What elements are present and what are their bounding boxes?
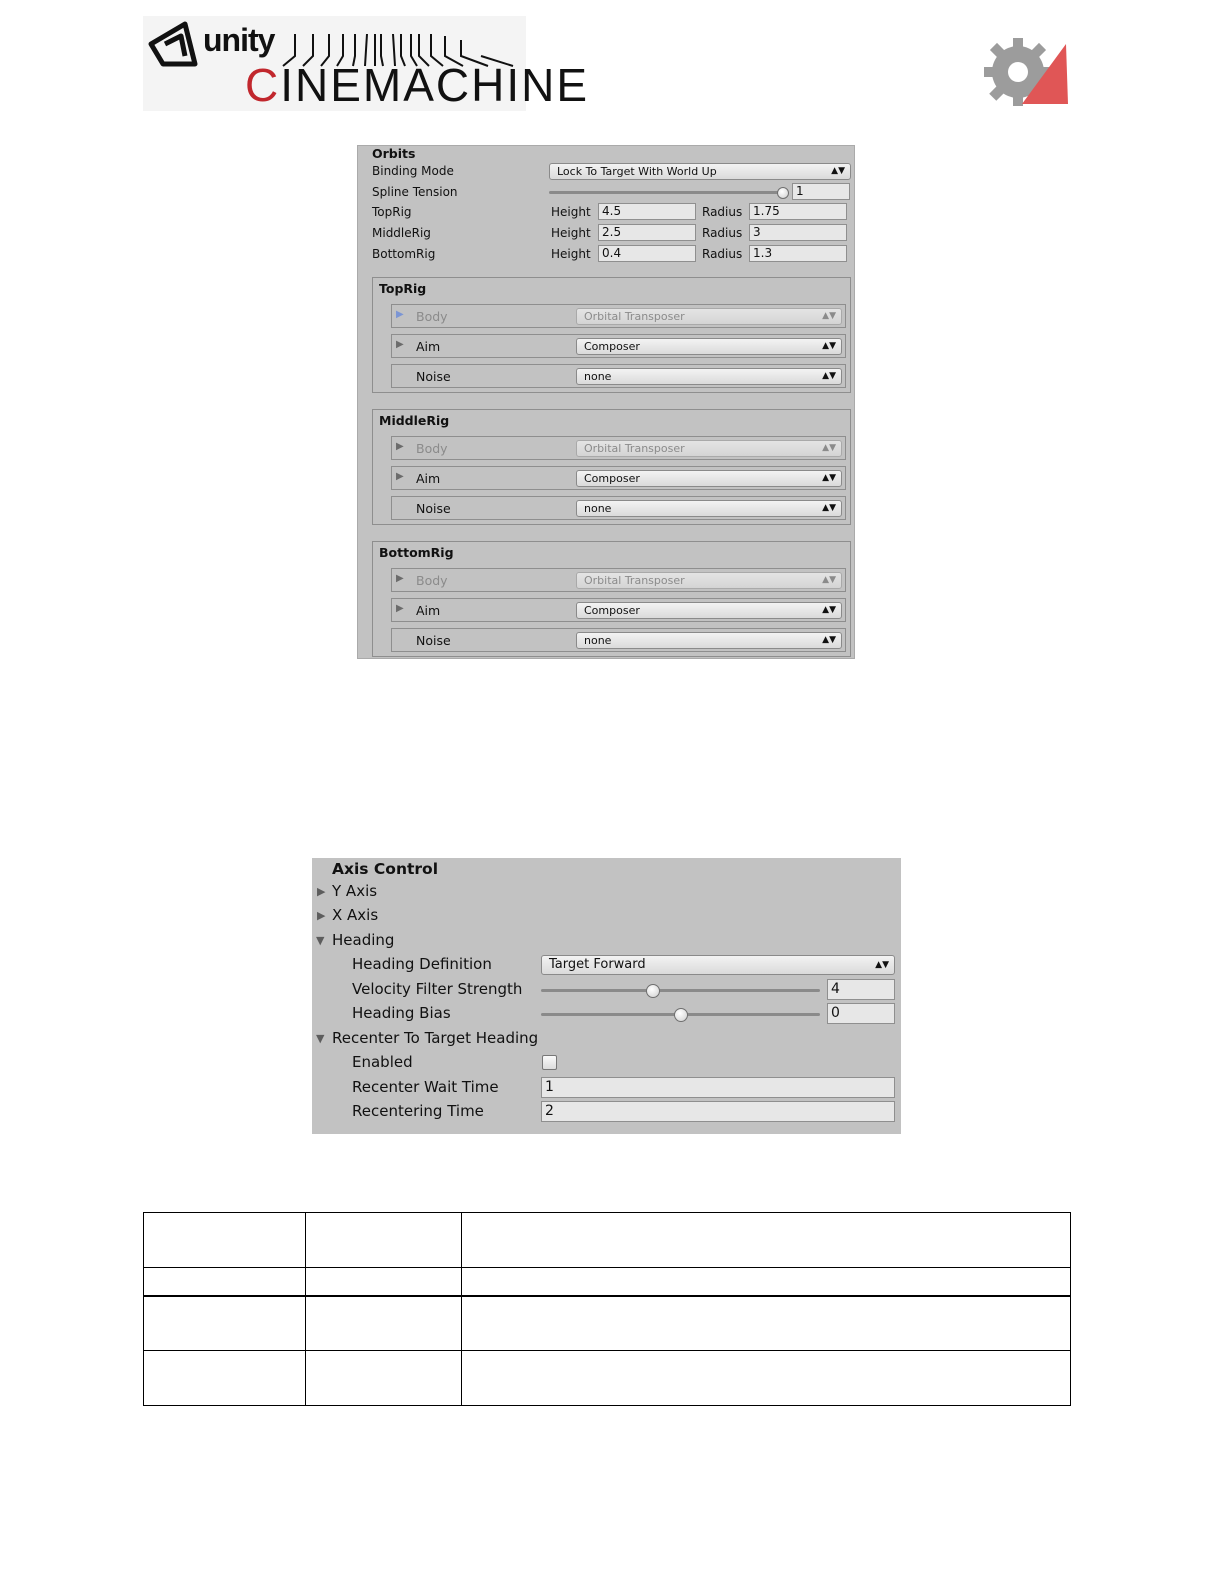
velocity-filter-slider-knob[interactable] xyxy=(646,984,660,998)
table-cell xyxy=(462,1268,1071,1297)
bottomrig-height-label: Height xyxy=(551,247,591,261)
toprig-body-value: Orbital Transposer xyxy=(584,310,685,323)
table-row xyxy=(144,1213,1071,1268)
spline-tension-field[interactable]: 1 xyxy=(792,183,850,200)
table-row xyxy=(144,1351,1071,1406)
toprig-aim-dropdown[interactable] xyxy=(576,338,842,355)
bottomrig-section xyxy=(372,541,851,657)
middlerig-aim-label: Aim xyxy=(416,471,441,486)
table-cell xyxy=(306,1213,462,1268)
bottomrig-aim-label: Aim xyxy=(416,603,441,618)
middlerig-aim-row[interactable] xyxy=(391,466,846,490)
toprig-radius-label: Radius xyxy=(702,205,743,219)
expand-arrow-icon[interactable]: ▶ xyxy=(396,471,404,482)
expand-arrow-icon[interactable]: ▶ xyxy=(396,441,404,452)
dropdown-arrow-icon: ▲▼ xyxy=(822,341,836,351)
middlerig-body-label: Body xyxy=(416,441,448,456)
toprig-height-label: Height xyxy=(551,205,591,219)
expand-arrow-icon[interactable]: ▶ xyxy=(396,339,404,350)
table-cell xyxy=(144,1213,306,1268)
bottomrig-noise-row xyxy=(391,628,846,652)
expand-arrow-icon[interactable]: ▶ xyxy=(396,603,404,614)
unity-wordmark: unity xyxy=(203,22,275,58)
unity-cinemachine-logo xyxy=(143,16,590,111)
velocity-filter-strength-field[interactable]: 4 xyxy=(827,979,895,1000)
middlerig-noise-dropdown[interactable] xyxy=(576,500,842,517)
dropdown-arrow-icon: ▲▼ xyxy=(822,575,836,585)
middlerig-noise-value: none xyxy=(584,502,612,515)
dropdown-arrow-icon: ▲▼ xyxy=(822,371,836,381)
recenter-wait-time-label: Recenter Wait Time xyxy=(352,1078,499,1096)
table-cell xyxy=(306,1268,462,1297)
axis-control-panel xyxy=(312,858,901,1134)
bottomrig-body-row[interactable] xyxy=(391,568,846,592)
toprig-noise-row xyxy=(391,364,846,388)
binding-mode-dropdown[interactable] xyxy=(549,163,851,180)
orbits-inspector-panel xyxy=(357,145,855,659)
dropdown-arrow-icon: ▲▼ xyxy=(822,635,836,645)
heading-collapse-icon[interactable]: ▼ xyxy=(316,934,325,947)
middlerig-radius-label: Radius xyxy=(702,226,743,240)
x-axis-expand-icon[interactable]: ▶ xyxy=(317,909,326,922)
recenter-wait-time-field[interactable]: 1 xyxy=(541,1077,895,1098)
middlerig-noise-row xyxy=(391,496,846,520)
enabled-checkbox[interactable] xyxy=(542,1055,557,1070)
toprig-body-label: Body xyxy=(416,309,448,324)
dropdown-arrow-icon: ▲▼ xyxy=(822,605,836,615)
bottomrig-label: BottomRig xyxy=(372,247,436,261)
dropdown-arrow-icon: ▲▼ xyxy=(822,503,836,513)
bottomrig-noise-label: Noise xyxy=(416,633,451,648)
middlerig-aim-dropdown[interactable] xyxy=(576,470,842,487)
heading-definition-value: Target Forward xyxy=(549,957,646,972)
middlerig-aim-value: Composer xyxy=(584,472,640,485)
middlerig-radius-field[interactable]: 3 xyxy=(749,224,847,241)
table-cell xyxy=(306,1351,462,1406)
spline-tension-slider-track[interactable] xyxy=(549,191,783,194)
middlerig-noise-label: Noise xyxy=(416,501,451,516)
y-axis-foldout[interactable]: Y Axis xyxy=(332,882,378,900)
dropdown-arrow-icon: ▲▼ xyxy=(822,311,836,321)
expand-arrow-icon[interactable]: ▶ xyxy=(396,309,404,320)
toprig-noise-value: none xyxy=(584,370,612,383)
middlerig-section-title: MiddleRig xyxy=(379,413,450,428)
velocity-filter-strength-label: Velocity Filter Strength xyxy=(352,980,523,998)
table-cell xyxy=(462,1213,1071,1268)
orbits-header: Orbits xyxy=(372,146,416,161)
axis-control-header: Axis Control xyxy=(332,860,439,878)
table-cell xyxy=(306,1296,462,1351)
toprig-height-field[interactable]: 4.5 xyxy=(598,203,696,220)
middlerig-section xyxy=(372,409,851,525)
binding-mode-value: Lock To Target With World Up xyxy=(557,165,717,178)
heading-bias-label: Heading Bias xyxy=(352,1004,451,1022)
toprig-aim-row[interactable] xyxy=(391,334,846,358)
heading-definition-label: Heading Definition xyxy=(352,955,492,973)
properties-table xyxy=(143,1212,1071,1406)
middlerig-height-label: Height xyxy=(551,226,591,240)
cinemachine-gear-camera-icon xyxy=(980,34,1070,110)
bottomrig-radius-label: Radius xyxy=(702,247,743,261)
y-axis-expand-icon[interactable]: ▶ xyxy=(317,885,326,898)
cinemachine-rest: INEMACHINE xyxy=(280,59,590,111)
middlerig-body-dropdown[interactable] xyxy=(576,440,842,457)
dropdown-arrow-icon: ▲▼ xyxy=(831,166,845,176)
toprig-aim-value: Composer xyxy=(584,340,640,353)
toprig-section-title: TopRig xyxy=(379,281,427,296)
table-cell xyxy=(144,1351,306,1406)
heading-bias-slider-knob[interactable] xyxy=(674,1008,688,1022)
toprig-section xyxy=(372,277,851,393)
toprig-noise-label: Noise xyxy=(416,369,451,384)
heading-definition-dropdown[interactable] xyxy=(541,955,895,975)
toprig-noise-dropdown[interactable] xyxy=(576,368,842,385)
bottomrig-aim-row[interactable] xyxy=(391,598,846,622)
bottomrig-aim-dropdown[interactable] xyxy=(576,602,842,619)
x-axis-foldout[interactable]: X Axis xyxy=(332,906,379,924)
bottomrig-radius-field[interactable]: 1.3 xyxy=(749,245,847,262)
table-cell xyxy=(144,1268,306,1297)
toprig-label: TopRig xyxy=(372,205,412,219)
middlerig-label: MiddleRig xyxy=(372,226,431,240)
heading-foldout[interactable]: Heading xyxy=(332,931,395,949)
cinemachine-c: C xyxy=(245,59,281,111)
bottomrig-body-label: Body xyxy=(416,573,448,588)
binding-mode-label: Binding Mode xyxy=(372,164,454,178)
expand-arrow-icon[interactable]: ▶ xyxy=(396,573,404,584)
middlerig-height-field[interactable]: 2.5 xyxy=(598,224,696,241)
bottomrig-aim-value: Composer xyxy=(584,604,640,617)
recenter-foldout[interactable]: Recenter To Target Heading xyxy=(332,1029,539,1047)
spline-tension-label: Spline Tension xyxy=(372,185,458,199)
bottomrig-body-dropdown[interactable] xyxy=(576,572,842,589)
toprig-body-row[interactable] xyxy=(391,304,846,328)
cinemachine-wordmark xyxy=(245,59,590,111)
bottomrig-noise-dropdown[interactable] xyxy=(576,632,842,649)
dropdown-arrow-icon: ▲▼ xyxy=(822,473,836,483)
table-row xyxy=(144,1268,1071,1297)
heading-bias-field[interactable]: 0 xyxy=(827,1003,895,1024)
bottomrig-height-field[interactable]: 0.4 xyxy=(598,245,696,262)
enabled-label: Enabled xyxy=(352,1053,413,1071)
recenter-collapse-icon[interactable]: ▼ xyxy=(316,1032,325,1045)
recentering-time-field[interactable]: 2 xyxy=(541,1101,895,1122)
middlerig-body-value: Orbital Transposer xyxy=(584,442,685,455)
toprig-radius-field[interactable]: 1.75 xyxy=(749,203,847,220)
bottomrig-body-value: Orbital Transposer xyxy=(584,574,685,587)
toprig-body-dropdown[interactable] xyxy=(576,308,842,325)
velocity-filter-slider-track[interactable] xyxy=(541,989,820,992)
toprig-aim-label: Aim xyxy=(416,339,441,354)
recentering-time-label: Recentering Time xyxy=(352,1102,484,1120)
table-cell xyxy=(144,1296,306,1351)
spline-tension-slider-knob[interactable] xyxy=(777,187,789,199)
table-cell xyxy=(462,1351,1071,1406)
bottomrig-section-title: BottomRig xyxy=(379,545,454,560)
dropdown-arrow-icon: ▲▼ xyxy=(822,443,836,453)
dropdown-arrow-icon: ▲▼ xyxy=(875,960,889,970)
table-cell xyxy=(462,1296,1071,1351)
middlerig-body-row[interactable] xyxy=(391,436,846,460)
bottomrig-noise-value: none xyxy=(584,634,612,647)
table-row xyxy=(144,1296,1071,1351)
